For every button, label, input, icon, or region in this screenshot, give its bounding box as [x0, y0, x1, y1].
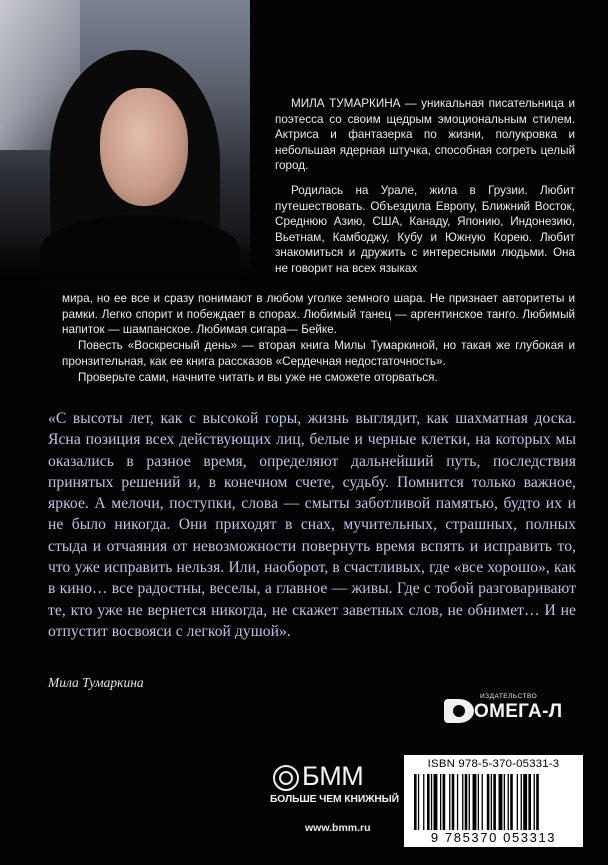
bio-paragraph-2-continued: мира, но ее все и сразу понимают в любом уголке земного шара. Не признает авторитеты и рамки. Легко спорит и побеждает в спорах. Любимый танец — аргентинское танго. Любимый напиток — шампанское. Любимая сигара— Бейке.	[62, 292, 575, 336]
bmm-logo	[270, 761, 399, 815]
barcode-bar	[414, 774, 417, 830]
barcode-bar	[465, 774, 468, 830]
bio-paragraph-4: Проверьте сами, начните читать и вы уже не сможете оторваться.	[78, 371, 438, 384]
bmm-circle-icon	[273, 765, 299, 791]
barcode-bar	[528, 774, 531, 830]
author-quote: «С высоты лет, как с высокой горы, жизнь выглядит, как шахматная доска. Ясна позиция всех действующих лиц, белые и черные клетки, на которых мы оказались в разное время, определяют дальнейший путь, последствия принятых решений и, в конечном счете, судьбу. Помнится только важное, яркое. А мелочи, поступки, слова — смыты заботливой памятью, будто их и не было никогда. Они приходят в снах, мучительных, страшных, полных стыда и отчаяния от невозможности повернуть время вспять и исправить то, что уже исправить нельзя. Или, наоборот, в счастливых, где «все хорошо», как в кино… все радостны, веселы, а главное — живы. Где с тобой разговаривают те, кто уже не вернется никогда, не скажет заветных слов, не обнимет… И не отпустит восвояси с легкой душой».	[48, 410, 576, 640]
barcode-bar	[510, 774, 513, 830]
barcode-bar	[427, 774, 430, 830]
barcode-bar	[449, 774, 450, 830]
quote-signature: Мила Тумаркина	[48, 675, 144, 690]
barcode-bar	[487, 774, 490, 830]
bio-paragraph-2: Родилась на Урале, жила в Грузии. Любит путешествовать. Объездила Европу, Ближний Восток, Среднюю Азию, США, Канаду, Японию, Индонезию, Вьетнам, Камбоджу, Кубу и Южную Корею. Любит знакомиться и дружить с интересными людьми. Она не говорит на всех языках	[275, 184, 575, 275]
barcode-bar	[462, 774, 463, 830]
publisher-logo	[444, 693, 574, 729]
barcode-bar	[423, 774, 424, 830]
barcode-bar	[434, 774, 438, 830]
barcode-bar	[523, 774, 527, 830]
barcode-bar	[491, 774, 492, 830]
barcode-bar	[493, 774, 496, 830]
isbn-text: ISBN 978-5-370-05331-3	[427, 758, 560, 770]
barcode-bar	[440, 774, 441, 830]
barcode-bars	[414, 774, 573, 830]
publisher-mark-icon	[444, 699, 474, 723]
website-url: www.bmm.ru	[305, 822, 371, 834]
barcode-bar	[469, 774, 470, 830]
isbn-barcode	[404, 755, 583, 847]
barcode-bar	[452, 774, 455, 830]
bmm-tagline: БОЛЬШЕ ЧЕМ КНИЖНЫЙ	[270, 794, 399, 805]
barcode-bar	[457, 774, 458, 830]
photo-face	[100, 88, 188, 206]
bio-paragraph-3: Повесть «Воскресный день» — вторая книга Милы Тумаркиной, но такая же глубокая и пронзительная, как ее книга рассказов «Сердечная недостаточность».	[62, 339, 575, 368]
barcode-bar	[504, 774, 505, 830]
author-photo	[0, 0, 250, 278]
barcode-bar	[473, 774, 477, 830]
publisher-name: ОМЕГА-Л	[474, 701, 563, 722]
photo-fade	[0, 240, 260, 280]
barcode-bar	[534, 774, 535, 830]
bmm-name: БММ	[302, 761, 364, 791]
bio-paragraph-1: МИЛА ТУМАРКИНА — уникальная писательница и поэтесса со своим щедрым эмоциональным стилем. Актриса и фантазерка по жизни, полукровка и небольшая ядерная штучка, способная согреть целый город.	[275, 97, 575, 172]
barcode-bar	[431, 774, 432, 830]
barcode-bar	[517, 774, 518, 830]
barcode-digits: 9 785370 053313	[430, 830, 557, 845]
publisher-label: ИЗДАТЕЛЬСТВО	[480, 693, 538, 700]
barcode-bar	[482, 774, 483, 830]
barcode-bar	[536, 774, 539, 830]
barcode-bar	[443, 774, 446, 830]
barcode-bar	[418, 774, 419, 830]
barcode-bar	[478, 774, 479, 830]
barcode-bar	[521, 774, 522, 830]
barcode-bar	[499, 774, 503, 830]
barcode-bar	[508, 774, 509, 830]
